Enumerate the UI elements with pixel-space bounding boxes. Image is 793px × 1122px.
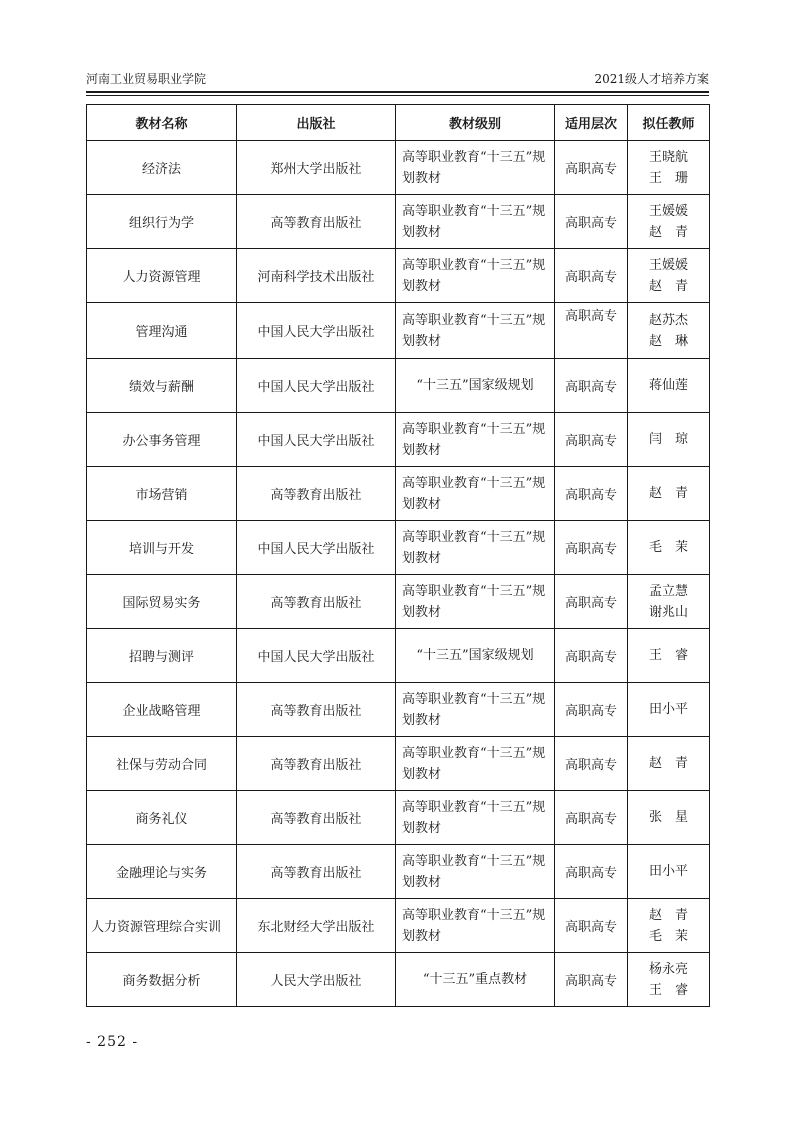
teacher-name: 孟立慧	[648, 583, 688, 599]
table-row	[87, 413, 710, 467]
cell-applicable-level: 高职高专	[555, 303, 628, 359]
column-header-publisher: 出版社	[237, 105, 396, 141]
cell-teachers	[628, 359, 710, 413]
teacher-name: 蒋仙莲	[648, 378, 688, 393]
teacher-name: 王媛媛	[648, 203, 688, 219]
cell-applicable-level: 高职高专	[555, 899, 628, 953]
cell-textbook-level: 高等职业教育“十三五”规划教材	[396, 791, 555, 845]
cell-textbook-name: 办公事务管理	[87, 413, 237, 467]
cell-applicable-level: 高职高专	[555, 791, 628, 845]
table-row	[87, 467, 710, 521]
cell-publisher: 中国人民大学出版社	[237, 413, 396, 467]
cell-applicable-level: 高职高专	[555, 737, 628, 791]
cell-publisher: 郑州大学出版社	[237, 141, 396, 195]
cell-textbook-name: 经济法	[87, 141, 237, 195]
teacher-name: 赵苏杰	[648, 312, 688, 328]
teacher-list	[649, 699, 688, 720]
teacher-list	[649, 753, 688, 774]
cell-applicable-level: 高职高专	[555, 683, 628, 737]
cell-teachers	[628, 575, 710, 629]
cell-publisher: 高等教育出版社	[237, 467, 396, 521]
cell-applicable-level: 高职高专	[555, 845, 628, 899]
teacher-name: 王 睿	[648, 982, 688, 998]
running-header	[86, 72, 709, 86]
teacher-name: 赵 青	[648, 756, 688, 771]
table-row	[87, 899, 710, 953]
teacher-name: 田小平	[648, 702, 688, 717]
cell-teachers	[628, 467, 710, 521]
cell-publisher: 高等教育出版社	[237, 683, 396, 737]
cell-publisher: 人民大学出版社	[237, 953, 396, 1007]
cell-publisher: 高等教育出版社	[237, 791, 396, 845]
teacher-list	[649, 310, 688, 352]
cell-textbook-level: 高等职业教育“十三五”规划教材	[396, 575, 555, 629]
teacher-name: 王 睿	[648, 648, 688, 663]
cell-publisher: 中国人民大学出版社	[237, 629, 396, 683]
cell-textbook-level: 高等职业教育“十三五”规划教材	[396, 521, 555, 575]
table-row	[87, 359, 710, 413]
teacher-name: 王晓航	[648, 149, 688, 165]
cell-textbook-name: 金融理论与实务	[87, 845, 237, 899]
cell-teachers	[628, 141, 710, 195]
cell-applicable-level: 高职高专	[555, 141, 628, 195]
cell-teachers	[628, 521, 710, 575]
teacher-name: 杨永亮	[648, 961, 688, 977]
teacher-list	[649, 147, 688, 189]
cell-applicable-level: 高职高专	[555, 467, 628, 521]
cell-applicable-level: 高职高专	[555, 575, 628, 629]
cell-publisher: 东北财经大学出版社	[237, 899, 396, 953]
table-row	[87, 249, 710, 303]
cell-textbook-name: 绩效与薪酬	[87, 359, 237, 413]
cell-teachers	[628, 737, 710, 791]
teacher-name: 赵 青	[648, 486, 688, 501]
teacher-name: 王媛媛	[648, 257, 688, 273]
textbook-table	[86, 104, 710, 1007]
cell-applicable-level: 高职高专	[555, 359, 628, 413]
cell-publisher: 高等教育出版社	[237, 845, 396, 899]
table-row	[87, 629, 710, 683]
teacher-list	[649, 483, 688, 504]
cell-textbook-name: 管理沟通	[87, 303, 237, 359]
page-number: - 252 -	[86, 1034, 139, 1050]
cell-applicable-level: 高职高专	[555, 521, 628, 575]
table-row	[87, 195, 710, 249]
cell-publisher: 中国人民大学出版社	[237, 303, 396, 359]
teacher-list	[649, 807, 688, 828]
cell-applicable-level: 高职高专	[555, 629, 628, 683]
column-header-textbook-name: 教材名称	[87, 105, 237, 141]
header-rule-thick	[86, 91, 709, 93]
teacher-list	[649, 861, 688, 882]
teacher-name: 赵 青	[648, 907, 688, 923]
cell-teachers	[628, 953, 710, 1007]
cell-teachers	[628, 413, 710, 467]
cell-textbook-level: 高等职业教育“十三五”规划教材	[396, 845, 555, 899]
cell-textbook-level: 高等职业教育“十三五”规划教材	[396, 899, 555, 953]
teacher-name: 毛 茉	[648, 540, 688, 555]
cell-publisher: 高等教育出版社	[237, 737, 396, 791]
cell-teachers	[628, 249, 710, 303]
cell-applicable-level: 高职高专	[555, 953, 628, 1007]
teacher-list	[649, 375, 688, 396]
cell-textbook-name: 企业战略管理	[87, 683, 237, 737]
cell-applicable-level: 高职高专	[555, 249, 628, 303]
column-header-applicable-level: 适用层次	[555, 105, 628, 141]
cell-textbook-name: 市场营销	[87, 467, 237, 521]
table-header-row	[87, 105, 710, 141]
cell-textbook-name: 人力资源管理综合实训	[87, 899, 237, 953]
cell-textbook-level: “十三五”重点教材	[396, 953, 555, 1007]
cell-publisher: 河南科学技术出版社	[237, 249, 396, 303]
cell-publisher: 高等教育出版社	[237, 575, 396, 629]
table-row	[87, 521, 710, 575]
table-row	[87, 141, 710, 195]
cell-applicable-level: 高职高专	[555, 413, 628, 467]
cell-teachers	[628, 195, 710, 249]
teacher-list	[649, 255, 688, 297]
cell-publisher: 中国人民大学出版社	[237, 521, 396, 575]
cell-textbook-name: 培训与开发	[87, 521, 237, 575]
teacher-name: 毛 茉	[648, 928, 688, 944]
teacher-name: 王 珊	[648, 170, 688, 186]
cell-teachers	[628, 303, 710, 359]
column-header-teachers: 拟任教师	[628, 105, 710, 141]
teacher-name: 谢兆山	[648, 604, 688, 620]
teacher-list	[649, 905, 688, 947]
table-row	[87, 575, 710, 629]
table-row	[87, 791, 710, 845]
cell-textbook-level: 高等职业教育“十三五”规划教材	[396, 467, 555, 521]
teacher-list	[649, 581, 688, 623]
table-row	[87, 683, 710, 737]
teacher-list	[649, 645, 688, 666]
cell-publisher: 中国人民大学出版社	[237, 359, 396, 413]
teacher-list	[649, 959, 688, 1001]
cell-textbook-level: 高等职业教育“十三五”规划教材	[396, 249, 555, 303]
table-row	[87, 953, 710, 1007]
teacher-name: 田小平	[648, 864, 688, 879]
cell-textbook-level: 高等职业教育“十三五”规划教材	[396, 141, 555, 195]
cell-textbook-level: “十三五”国家级规划	[396, 359, 555, 413]
cell-textbook-level: “十三五”国家级规划	[396, 629, 555, 683]
cell-textbook-level: 高等职业教育“十三五”规划教材	[396, 303, 555, 359]
table-row	[87, 737, 710, 791]
cell-textbook-level: 高等职业教育“十三五”规划教材	[396, 195, 555, 249]
cell-textbook-level: 高等职业教育“十三五”规划教材	[396, 413, 555, 467]
header-rule-thin	[86, 95, 709, 96]
cell-textbook-name: 组织行为学	[87, 195, 237, 249]
teacher-name: 赵 青	[648, 224, 688, 240]
teacher-list	[649, 537, 688, 558]
teacher-name: 赵 青	[648, 278, 688, 294]
teacher-name: 赵 琳	[648, 333, 688, 349]
teacher-name: 张 星	[648, 810, 688, 825]
cell-publisher: 高等教育出版社	[237, 195, 396, 249]
header-document-title: 2021级人才培养方案	[594, 72, 709, 86]
cell-textbook-name: 商务礼仪	[87, 791, 237, 845]
cell-teachers	[628, 899, 710, 953]
column-header-textbook-level: 教材级别	[396, 105, 555, 141]
cell-teachers	[628, 629, 710, 683]
table-row	[87, 845, 710, 899]
cell-textbook-name: 人力资源管理	[87, 249, 237, 303]
teacher-list	[649, 429, 688, 450]
cell-textbook-name: 招聘与测评	[87, 629, 237, 683]
cell-textbook-name: 商务数据分析	[87, 953, 237, 1007]
teacher-list	[649, 201, 688, 243]
cell-textbook-name: 国际贸易实务	[87, 575, 237, 629]
teacher-name: 闫 琼	[648, 432, 688, 447]
cell-applicable-level: 高职高专	[555, 195, 628, 249]
cell-textbook-name: 社保与劳动合同	[87, 737, 237, 791]
cell-textbook-level: 高等职业教育“十三五”规划教材	[396, 683, 555, 737]
cell-teachers	[628, 683, 710, 737]
cell-textbook-level: 高等职业教育“十三五”规划教材	[396, 737, 555, 791]
cell-teachers	[628, 791, 710, 845]
cell-teachers	[628, 845, 710, 899]
header-institution: 河南工业贸易职业学院	[86, 72, 207, 86]
table-row	[87, 303, 710, 359]
